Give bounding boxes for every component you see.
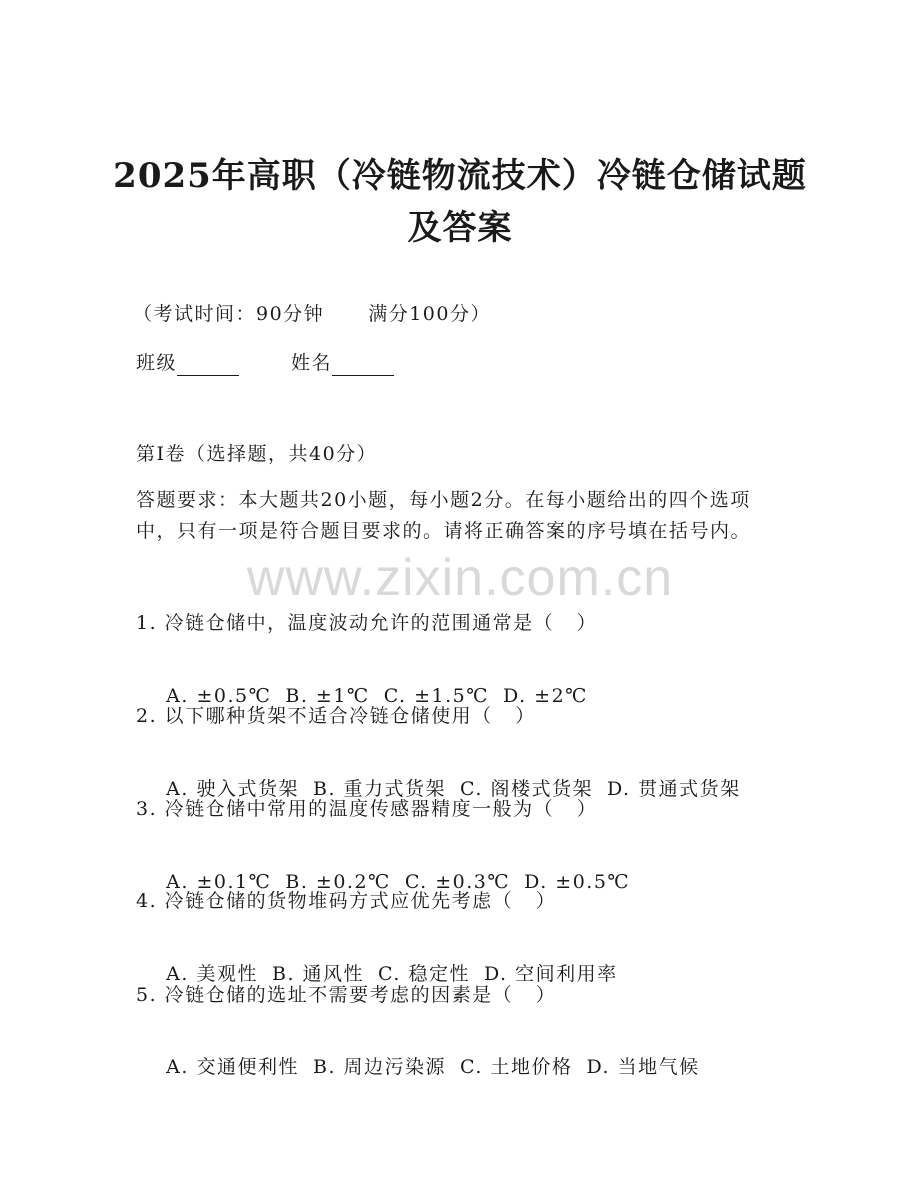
option: B. ±1℃ — [285, 685, 370, 707]
option: A. 驶入式货架 — [166, 778, 299, 800]
student-fields — [136, 350, 394, 376]
question-stem: 5. 冷链仓储的选址不需要考虑的因素是（ ） — [136, 984, 557, 1006]
option: A. ±0.5℃ — [166, 685, 272, 707]
document-title-line-1: 2025年高职（冷链物流技术）冷链仓储试题 — [113, 156, 807, 196]
option: C. ±0.3℃ — [404, 871, 511, 893]
option: C. 土地价格 — [460, 1056, 573, 1078]
question-stem: 1. 冷链仓储中，温度波动允许的范围通常是（ ） — [136, 612, 598, 634]
option: D. ±0.5℃ — [524, 871, 631, 893]
option: A. 美观性 — [166, 963, 258, 985]
option: C. 稳定性 — [378, 963, 470, 985]
question-stem: 4. 冷链仓储的货物堆码方式应优先考虑（ ） — [136, 890, 557, 912]
class-blank — [177, 355, 239, 376]
option: B. 通风性 — [271, 963, 365, 985]
option: B. ±0.2℃ — [285, 871, 391, 893]
option: D. ±2℃ — [503, 685, 588, 707]
class-label: 班级 — [136, 352, 178, 374]
section-heading: 第Ⅰ卷（选择题，共40分） — [136, 443, 378, 465]
instruction-line-1: 答题要求：本大题共20小题，每小题2分。在每小题给出的四个选项 — [136, 489, 751, 511]
question-options — [136, 1028, 700, 1106]
exam-info — [133, 301, 491, 327]
exam-score: 满分100分） — [368, 303, 491, 325]
question-stem: 3. 冷链仓储中常用的温度传感器精度一般为（ ） — [136, 798, 598, 820]
watermark: www.zixin.com.cn — [246, 549, 674, 607]
question-stem: 2. 以下哪种货架不适合冷链仓储使用（ ） — [136, 705, 536, 727]
option: A. ±0.1℃ — [166, 871, 272, 893]
option: A. 交通便利性 — [166, 1056, 299, 1078]
document-title-line-2: 及答案 — [407, 208, 513, 248]
option: B. 重力式货架 — [312, 778, 447, 800]
name-label: 姓名 — [291, 352, 333, 374]
instruction-line-2: 中，只有一项是符合题目要求的。请将正确答案的序号填在括号内。 — [136, 520, 752, 542]
option: C. 阁楼式货架 — [460, 778, 593, 800]
option: D. 空间利用率 — [483, 963, 618, 985]
exam-time: （考试时间：90分钟 — [133, 303, 325, 325]
option: D. 贯通式货架 — [606, 778, 741, 800]
option: B. 周边污染源 — [312, 1056, 447, 1078]
option: C. ±1.5℃ — [383, 685, 490, 707]
name-blank — [332, 355, 394, 376]
option: D. 当地气候 — [586, 1056, 700, 1078]
